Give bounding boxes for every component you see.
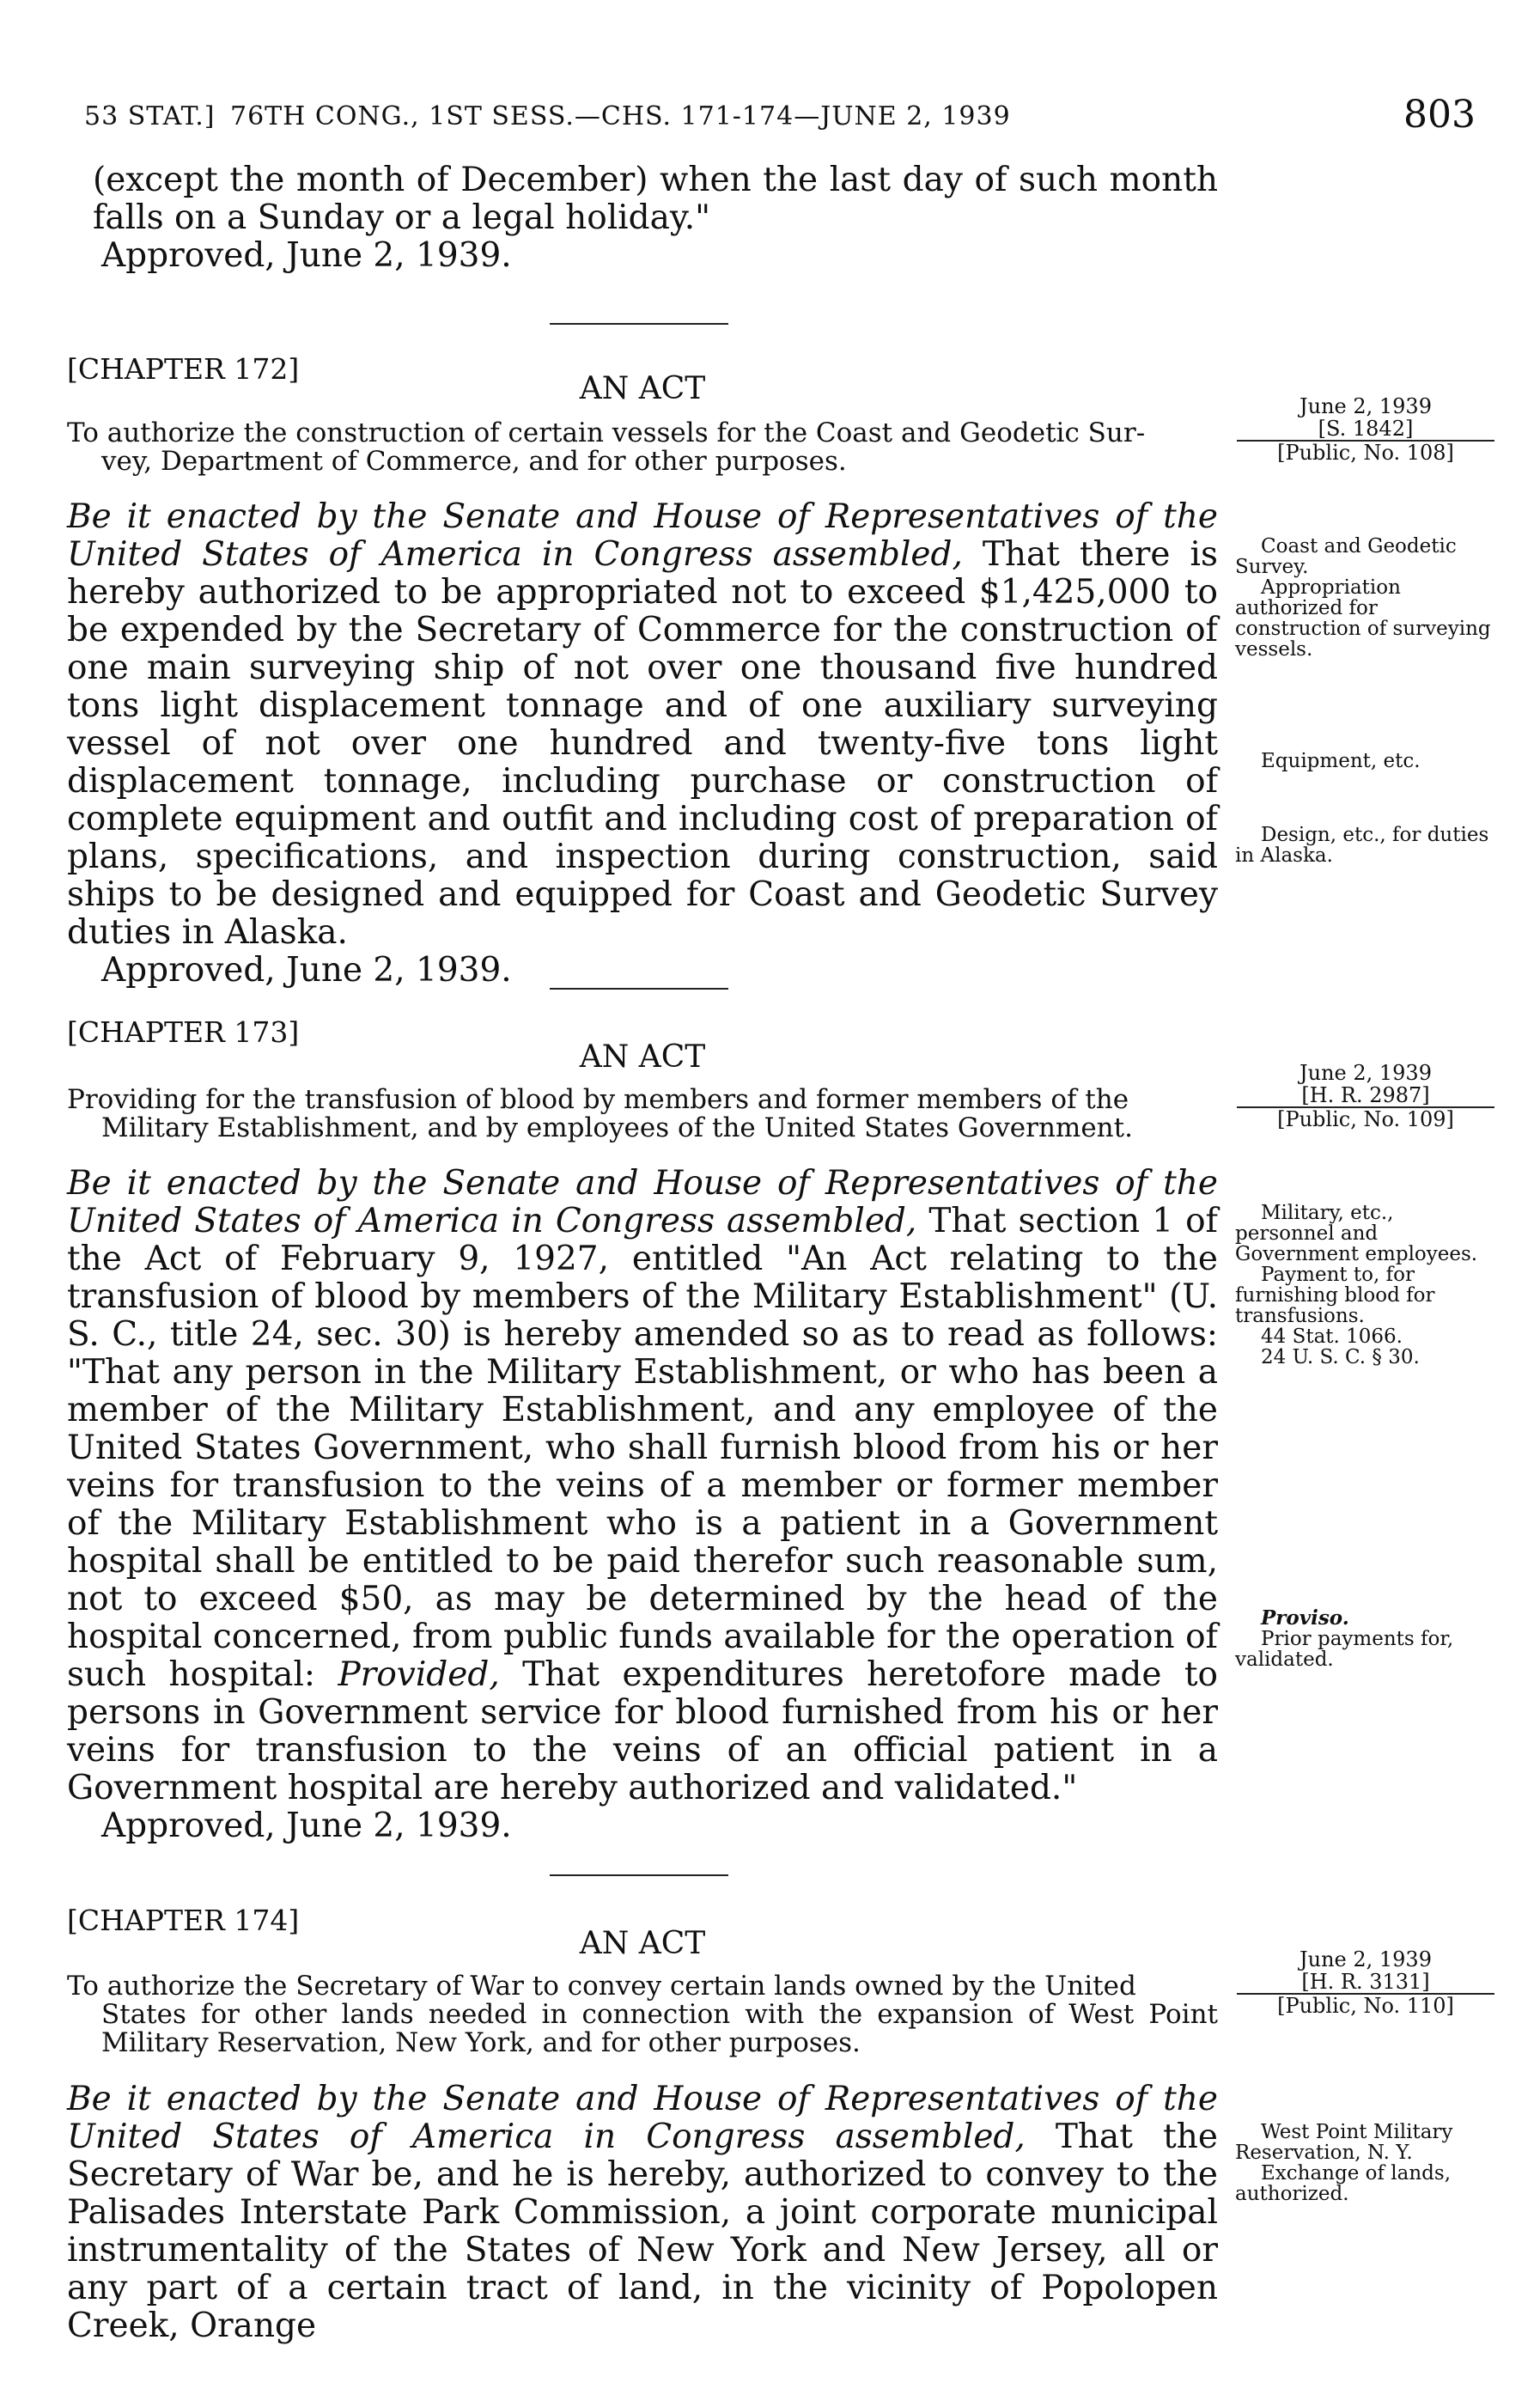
chapter-172-margin-notes-design — [1235, 825, 1493, 866]
section-divider — [550, 1874, 728, 1876]
chapter-174-provisions: That the Secretary of War be, and he is hereby, authorized to convey to the Palisades Interstate Park Commission, a joint corporate municipal instrumentality of the States of New York and New Jersey, all or any part of a certain tract of land, in the vicinity of Popolopen Creek, Orange — [67, 2118, 1218, 2345]
chapter-172-purpose-line1: To authorize the construction of certain vessels for the Coast and Geodetic Sur- — [67, 417, 1146, 448]
section-divider — [550, 988, 728, 990]
chapter-172-purpose-line2: vey, Department of Commerce, and for other purposes. — [101, 446, 847, 477]
chapter-172-purpose — [67, 419, 1218, 476]
chapter-173-purpose-line2: Military Establishment, and by employees of the United States Government. — [101, 1112, 1133, 1143]
chapter-173-proviso-word: Provided, — [338, 1655, 500, 1694]
chapter-173-number: [CHAPTER 173] — [67, 1015, 300, 1049]
stat-volume: 53 STAT.] — [84, 101, 216, 131]
chapter-173-text — [67, 1165, 1218, 1807]
chapter-174-margin-notes — [1235, 2122, 1493, 2204]
running-head — [84, 93, 1476, 144]
chapter-172-margin-notes-equipment — [1235, 751, 1493, 771]
chapter-174-body — [67, 2081, 1218, 2345]
intro-approved: Approved, June 2, 1939. — [101, 236, 512, 275]
chapter-172-date: June 2, 1939 — [1300, 394, 1432, 418]
chapter-173-proviso-notes — [1235, 1608, 1493, 1670]
chapter-173-approved: Approved, June 2, 1939. — [101, 1807, 512, 1845]
chapter-172-enacting-clause: Be it enacted by the Senate and House of Representatives of the United States of America in Congress assembled, — [67, 497, 1218, 574]
chapter-173-body — [67, 1165, 1218, 1845]
intro-text: (except the month of December) when the last day of such month falls on a Sunday or a legal holiday." — [93, 161, 1218, 237]
chapter-173-purpose-line1: Providing for the transfusion of blood by members and former members of the — [67, 1084, 1129, 1115]
margin-note: Prior payments for, validated. — [1235, 1628, 1454, 1671]
chapter-173-date: June 2, 1939 — [1300, 1061, 1432, 1085]
margin-note: Payment to, for furnishing blood for transfusions. — [1235, 1264, 1435, 1327]
chapter-174-margin-citation — [1237, 1948, 1494, 2017]
chapter-173-enacting-clause: Be it enacted by the Senate and House of Representatives of the United States of America in Congress assembled, — [67, 1164, 1218, 1240]
proviso-note-title: Proviso. — [1261, 1606, 1349, 1630]
chapter-173-public: [Public, No. 109] — [1277, 1107, 1454, 1131]
chapter-172-title: AN ACT — [579, 371, 706, 406]
chapter-173-margin-citation — [1237, 1062, 1494, 1130]
chapter-173-title: AN ACT — [579, 1039, 706, 1075]
margin-note: 44 Stat. 1066. — [1261, 1325, 1403, 1348]
chapter-172-number: [CHAPTER 172] — [67, 352, 300, 386]
margin-note: Equipment, etc. — [1261, 750, 1421, 772]
chapter-173-purpose — [67, 1086, 1218, 1143]
chapter-172-bill: [S. 1842] — [1237, 417, 1494, 442]
session-info: 76TH CONG., 1ST SESS.—CHS. 171-174—JUNE 2, 1939 — [230, 101, 1011, 131]
margin-note: 24 U. S. C. § 30. — [1261, 1346, 1420, 1368]
chapter-173-bill: [H. R. 2987] — [1237, 1084, 1494, 1108]
margin-note: Exchange of lands, authorized. — [1235, 2162, 1452, 2205]
chapter-174-public: [Public, No. 110] — [1277, 1994, 1454, 2018]
chapter-172-margin-notes — [1235, 536, 1493, 660]
chapter-174-purpose — [67, 1972, 1218, 2057]
chapter-174-date: June 2, 1939 — [1300, 1947, 1432, 1971]
chapter-172-margin-citation — [1237, 395, 1494, 464]
chapter-174-purpose-line2: States for other lands needed in connection with the expansion of West Point Military Reservation, New York, and for other purposes. — [101, 1999, 1218, 2058]
chapter-174-bill: [H. R. 3131] — [1237, 1971, 1494, 1995]
chapter-173-proviso-text: That expenditures heretofore made to persons in Government service for blood furnished from his or her veins for transfusion to the veins of an official patient in a Government hospital are hereby authorized and validated." — [67, 1655, 1218, 1807]
intro-section — [67, 161, 1218, 275]
chapter-172-approved: Approved, June 2, 1939. — [101, 951, 512, 990]
margin-note: Coast and Geodetic Survey. — [1235, 535, 1457, 578]
margin-note: Military, etc., personnel and Government employees. — [1235, 1202, 1478, 1265]
section-divider — [550, 323, 728, 325]
chapter-174-text — [67, 2081, 1218, 2345]
chapter-173-provisions: That section 1 of the Act of February 9, 1927, entitled "An Act relating to the transfusion of blood by members of the Military Establishment" (U. S. C., title 24, sec. 30) is hereby amended so as to read as follows: "That any person in the Military Establishment, or who has been a member of the Military Establishment, and any employee of the United States Government, who shall furnish blood from his or her veins for transfusion to the veins of a member or former member of the Military Establishment who is a patient in a Government hospital shall be entitled to be paid therefor such reasonable sum, not to exceed $50, as may be determined by the head of the hospital concerned, from public funds available for the operation of such hospital: — [67, 1202, 1218, 1694]
chapter-173-margin-notes — [1235, 1203, 1493, 1368]
chapter-172-body — [67, 498, 1218, 990]
chapter-172-provisions: That there is hereby authorized to be appropriated not to exceed $1,425,000 to be expended by the Secretary of Commerce for the construction of one main surveying ship of not over one thousand five hundred tons light displacement tonnage and of one auxiliary surveying vessel of not over one hundred and twenty-five tons light displacement tonnage, including purchase or construction of complete equipment and outfit and including cost of preparation of plans, specifications, and inspection during construction, said ships to be designed and equipped for Coast and Geodetic Survey duties in Alaska. — [67, 535, 1218, 952]
chapter-174-number: [CHAPTER 174] — [67, 1904, 300, 1937]
margin-note: Appropriation authorized for construction of surveying vessels. — [1235, 576, 1491, 661]
chapter-172-public: [Public, No. 108] — [1277, 441, 1454, 465]
chapter-174-enacting-clause: Be it enacted by the Senate and House of Representatives of the United States of America in Congress assembled, — [67, 2080, 1218, 2156]
chapter-172-text — [67, 498, 1218, 952]
margin-note: Design, etc., for duties in Alaska. — [1235, 824, 1489, 867]
page-number: 803 — [1403, 93, 1476, 137]
chapter-174-title: AN ACT — [579, 1926, 706, 1961]
margin-note: West Point Military Reservation, N. Y. — [1235, 2121, 1453, 2164]
chapter-174-purpose-line1: To authorize the Secretary of War to convey certain lands owned by the United — [67, 1971, 1136, 2002]
